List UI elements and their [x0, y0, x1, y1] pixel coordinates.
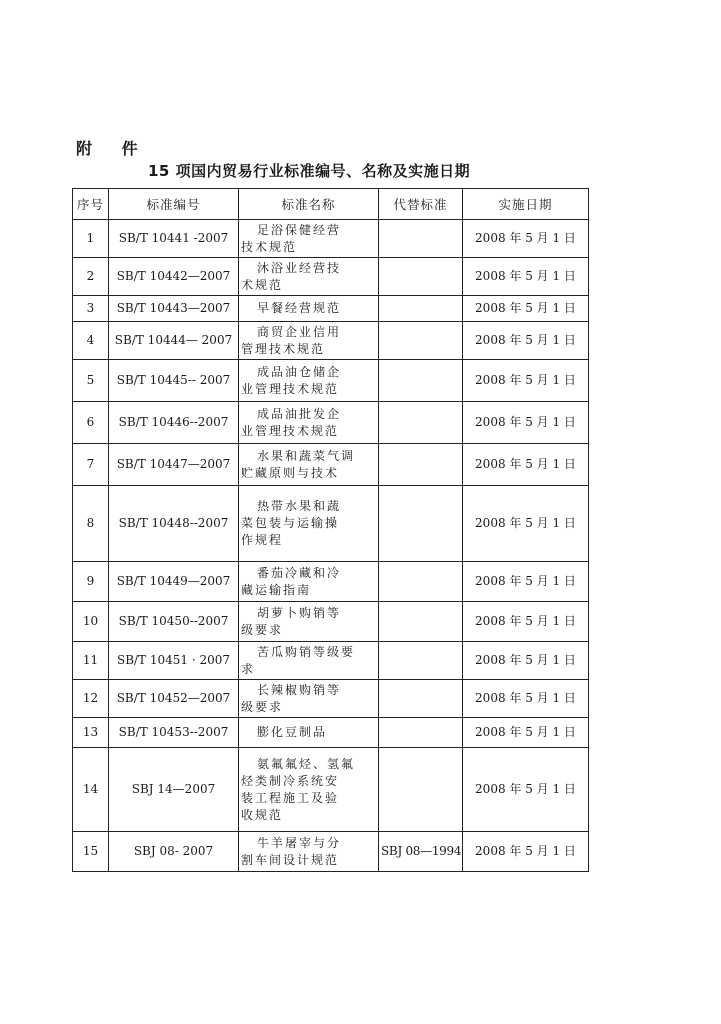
standards-table [72, 188, 589, 872]
cell-name [239, 562, 379, 602]
cell-date: 2008 年 5 月 1 日 [463, 486, 589, 562]
cell-date: 2008 年 5 月 1 日 [463, 748, 589, 832]
table-row [73, 562, 589, 602]
cell-name-line: 作规程 [241, 533, 284, 547]
cell-name-line: 成品油仓储企 [257, 364, 342, 379]
column-header-no: 序号 [73, 189, 109, 220]
column-header-replaces: 代替标准 [379, 189, 463, 220]
cell-name-line: 级要求 [241, 699, 284, 714]
cell-name-line: 氨氟氟烃、氢氟 [257, 756, 356, 771]
cell-code: SBJ 08- 2007 [109, 832, 239, 872]
cell-code: SB/T 10452—2007 [109, 680, 239, 718]
cell-name-line: 收规范 [241, 807, 284, 822]
cell-name [239, 680, 379, 718]
document-title: 15 项国内贸易行业标准编号、名称及实施日期 [148, 162, 471, 180]
cell-name-line: 苦瓜购销等级要 [257, 644, 356, 659]
cell-no: 10 [73, 602, 109, 642]
cell-replaces [379, 486, 463, 562]
table-row [73, 322, 589, 360]
cell-replaces [379, 602, 463, 642]
cell-name-line: 胡萝卜购销等 [257, 605, 342, 620]
cell-replaces [379, 748, 463, 832]
cell-name-line: 管理技术规范 [241, 341, 326, 356]
cell-date: 2008 年 5 月 1 日 [463, 832, 589, 872]
cell-date: 2008 年 5 月 1 日 [463, 322, 589, 360]
table-row [73, 602, 589, 642]
cell-name [239, 748, 379, 832]
cell-name [239, 642, 379, 680]
cell-name-line: 求 [241, 661, 256, 676]
table-row [73, 718, 589, 748]
table-row [73, 402, 589, 444]
cell-date: 2008 年 5 月 1 日 [463, 296, 589, 322]
cell-replaces [379, 360, 463, 402]
cell-no: 11 [73, 642, 109, 680]
cell-no: 14 [73, 748, 109, 832]
cell-name-line: 早餐经营规范 [257, 301, 342, 315]
column-header-date: 实施日期 [463, 189, 589, 220]
cell-replaces [379, 322, 463, 360]
cell-code: SB/T 10443—2007 [109, 296, 239, 322]
cell-name-line: 藏运输指南 [241, 582, 312, 597]
cell-replaces [379, 258, 463, 296]
cell-code: SB/T 10449—2007 [109, 562, 239, 602]
cell-name [239, 602, 379, 642]
cell-date: 2008 年 5 月 1 日 [463, 562, 589, 602]
cell-date: 2008 年 5 月 1 日 [463, 718, 589, 748]
cell-name-line: 水果和蔬菜气调 [257, 448, 356, 463]
table-row [73, 360, 589, 402]
table-row [73, 642, 589, 680]
cell-code: SB/T 10447—2007 [109, 444, 239, 486]
cell-date: 2008 年 5 月 1 日 [463, 602, 589, 642]
cell-no: 12 [73, 680, 109, 718]
cell-name-line: 膨化豆制品 [257, 725, 328, 739]
table-header-row [73, 189, 589, 220]
cell-code: SB/T 10448--2007 [109, 486, 239, 562]
cell-name [239, 360, 379, 402]
cell-code: SB/T 10451 · 2007 [109, 642, 239, 680]
cell-code: SB/T 10446--2007 [109, 402, 239, 444]
cell-date: 2008 年 5 月 1 日 [463, 258, 589, 296]
cell-no: 9 [73, 562, 109, 602]
cell-no: 8 [73, 486, 109, 562]
cell-replaces [379, 444, 463, 486]
cell-replaces [379, 402, 463, 444]
table-row [73, 220, 589, 258]
cell-name-line: 贮藏原则与技术 [241, 465, 340, 480]
cell-code: SB/T 10441 -2007 [109, 220, 239, 258]
annex-label: 附 件 [76, 139, 150, 158]
cell-name-line: 装工程施工及验 [241, 790, 340, 805]
cell-name [239, 486, 379, 562]
cell-name [239, 296, 379, 322]
cell-date: 2008 年 5 月 1 日 [463, 444, 589, 486]
table-body [73, 220, 589, 872]
cell-code: SB/T 10450--2007 [109, 602, 239, 642]
table-row [73, 680, 589, 718]
cell-no: 13 [73, 718, 109, 748]
cell-no: 5 [73, 360, 109, 402]
cell-name [239, 402, 379, 444]
cell-replaces [379, 642, 463, 680]
cell-replaces [379, 680, 463, 718]
cell-name-line: 牛羊屠宰与分 [257, 835, 342, 850]
cell-replaces [379, 296, 463, 322]
table-row [73, 486, 589, 562]
cell-name-line: 级要求 [241, 622, 284, 637]
cell-name [239, 718, 379, 748]
cell-no: 2 [73, 258, 109, 296]
cell-name-line: 商贸企业信用 [257, 324, 342, 339]
cell-name [239, 444, 379, 486]
cell-replaces [379, 220, 463, 258]
cell-date: 2008 年 5 月 1 日 [463, 220, 589, 258]
cell-name-line: 业管理技术规范 [241, 423, 340, 438]
cell-code: SB/T 10442—2007 [109, 258, 239, 296]
cell-code: SB/T 10444— 2007 [109, 322, 239, 360]
cell-no: 7 [73, 444, 109, 486]
table-row [73, 296, 589, 322]
table-row [73, 444, 589, 486]
cell-name-line: 业管理技术规范 [241, 381, 340, 396]
cell-date: 2008 年 5 月 1 日 [463, 680, 589, 718]
cell-date: 2008 年 5 月 1 日 [463, 402, 589, 444]
cell-no: 4 [73, 322, 109, 360]
cell-name-line: 足浴保健经营 [257, 222, 342, 237]
cell-name-line: 割车间设计规范 [241, 852, 340, 867]
cell-date: 2008 年 5 月 1 日 [463, 642, 589, 680]
column-header-code: 标准编号 [109, 189, 239, 220]
cell-name-line: 长辣椒购销等 [257, 682, 342, 697]
cell-replaces [379, 562, 463, 602]
cell-name-line: 番茄冷藏和冷 [257, 565, 342, 580]
table-row [73, 258, 589, 296]
cell-no: 3 [73, 296, 109, 322]
cell-name [239, 322, 379, 360]
cell-name-line: 技术规范 [241, 239, 298, 254]
cell-code: SB/T 10445-- 2007 [109, 360, 239, 402]
cell-no: 6 [73, 402, 109, 444]
cell-date: 2008 年 5 月 1 日 [463, 360, 589, 402]
cell-name-line: 烃类制冷系统安 [241, 773, 340, 788]
cell-code: SBJ 14—2007 [109, 748, 239, 832]
table-row [73, 832, 589, 872]
cell-name [239, 258, 379, 296]
cell-name-line: 沐浴业经营技 [257, 260, 342, 275]
cell-name-line: 成品油批发企 [257, 406, 342, 421]
cell-replaces: SBJ 08—1994 [379, 832, 463, 872]
cell-code: SB/T 10453--2007 [109, 718, 239, 748]
cell-name-line: 热带水果和蔬 [257, 499, 342, 513]
cell-no: 1 [73, 220, 109, 258]
cell-replaces [379, 718, 463, 748]
cell-name [239, 832, 379, 872]
cell-name-line: 术规范 [241, 277, 284, 292]
cell-name-line: 菜包装与运输操 [241, 516, 340, 530]
cell-no: 15 [73, 832, 109, 872]
table-row [73, 748, 589, 832]
column-header-name: 标准名称 [239, 189, 379, 220]
cell-name [239, 220, 379, 258]
